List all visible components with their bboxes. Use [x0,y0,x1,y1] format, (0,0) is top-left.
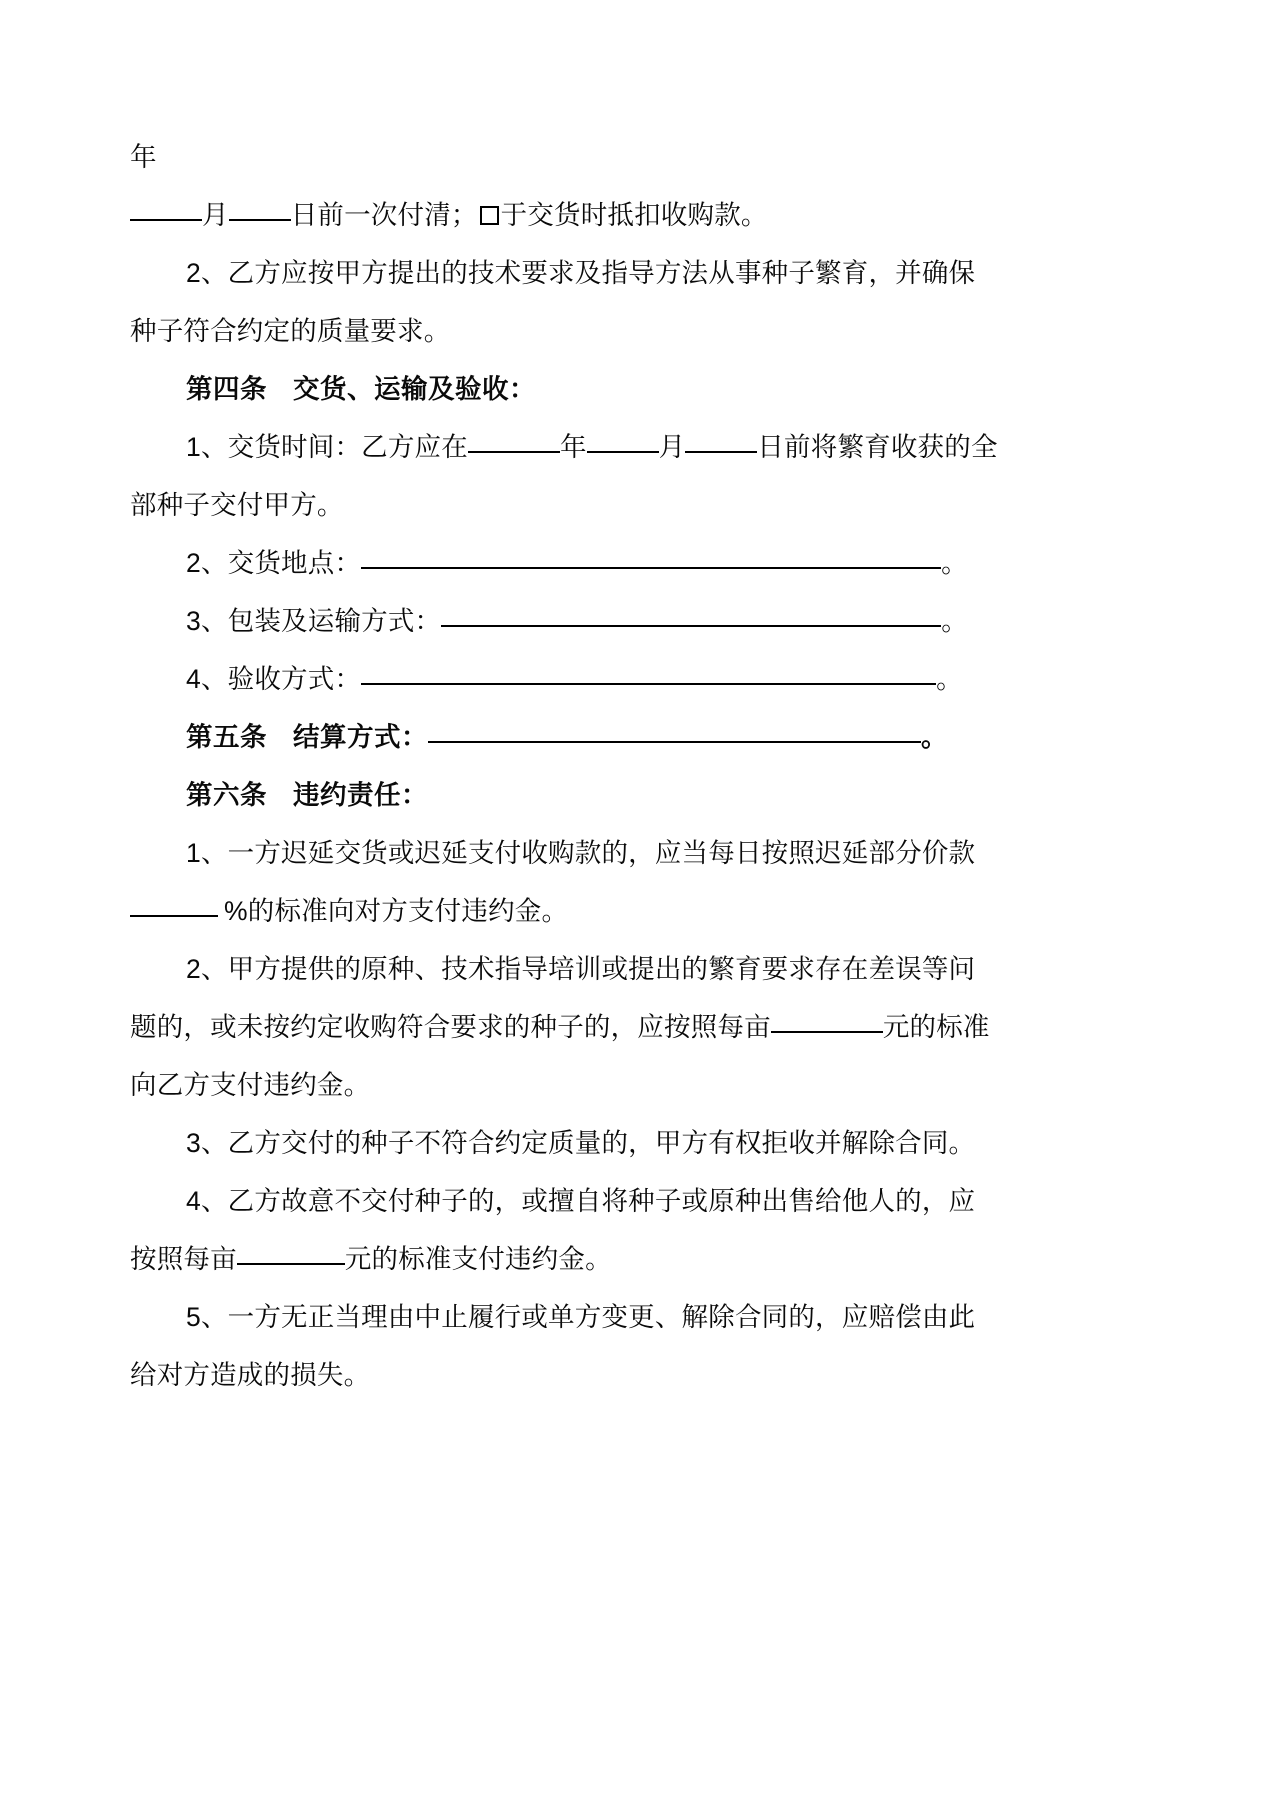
delivery-day-label: 日前将繁育收获的全 [757,432,998,462]
article-6-item3-line1: 3、乙方交付的种子不符合约定质量的，甲方有权拒收并解除合同。 [186,1128,976,1158]
delivery-month-blank[interactable] [587,429,659,453]
payment-day-blank[interactable] [229,197,291,221]
article-6-item5-line2: 给对方造成的损失。 [130,1360,371,1390]
payment-month-blank[interactable] [130,197,202,221]
packaging-transport-blank[interactable] [441,603,941,627]
delivery-day-blank[interactable] [685,429,757,453]
article-4-item4-line [130,650,980,708]
article-4-item1-line1 [130,418,998,476]
delivery-location-blank[interactable] [361,545,941,569]
payment-day-label: 日前一次付清； [290,200,478,230]
acceptance-method-blank[interactable] [361,661,936,685]
article-4-item2-tail: 。 [941,548,968,578]
article-6-item5-line1: 5、一方无正当理由中止履行或单方变更、解除合同的，应赔偿由此 [186,1302,976,1332]
article-6-item2-line2-prefix: 题的，或未按约定收购符合要求的种子的，应按照每亩 [130,1012,771,1042]
clause3-item2-line1: 2、乙方应按甲方提出的技术要求及指导方法从事种子繁育，并确保 [186,258,976,288]
year-fragment-line [130,128,980,186]
article-4-item1-line2: 部种子交付甲方。 [130,490,344,520]
article-6-item1-line1: 1、一方迟延交货或迟延支付收购款的，应当每日按照迟延部分价款 [186,838,976,868]
delivery-month-label: 月 [658,432,686,462]
article-4-item4-label: 4、验收方式： [186,664,362,694]
article-4-number: 第四条 [186,374,267,404]
checkbox-icon[interactable] [480,206,499,225]
article-4-item3-tail: 。 [941,606,968,636]
article-6-heading [130,766,980,824]
article-6-item2-line2-suffix: 元的标准 [882,1012,990,1042]
article-6-number: 第六条 [186,780,267,810]
article-4-heading [130,360,980,418]
article-4-item2-line [130,534,980,592]
payment-month-label: 月 [202,200,229,230]
article-6-item1-line2-suffix: %的标准向对方支付违约金。 [224,896,569,926]
article-6-item4-line2-suffix: 元的标准支付违约金。 [344,1244,612,1274]
article-6-title: 违约责任： [293,780,428,810]
article-4-item4-tail: 。 [936,664,963,694]
article-6-item4-line2 [130,1230,980,1288]
article-5-title: 结算方式： [293,722,428,752]
article-5-heading [130,708,980,766]
article-6-item2-line1: 2、甲方提供的原种、技术指导培训或提出的繁育要求存在差误等问 [186,954,976,984]
article-4-title: 交货、运输及验收： [293,374,536,404]
delivery-year-label: 年 [559,432,587,462]
document-body [130,128,998,1404]
article-4-item3-label: 3、包装及运输方式： [186,606,442,636]
article-6-item2-line3: 向乙方支付违约金。 [130,1070,371,1100]
penalty-percent-blank[interactable] [130,893,218,917]
article-6-item2-line2 [130,998,990,1056]
article-5-number: 第五条 [186,722,267,752]
article-4-item1-prefix: 1、交货时间：乙方应在 [186,432,468,462]
settlement-method-blank[interactable] [428,719,921,743]
article-5-tail: 。 [921,722,948,752]
payment-terms-line [130,186,980,244]
article-6-item4-line2-prefix: 按照每亩 [130,1244,237,1274]
year-fragment-text: 年 [130,142,157,172]
article-6-item4-line1: 4、乙方故意不交付种子的，或擅自将种子或原种出售给他人的，应 [186,1186,976,1216]
penalty-per-mu-blank-2[interactable] [237,1241,345,1265]
delivery-year-blank[interactable] [468,429,560,453]
penalty-per-mu-blank[interactable] [771,1009,883,1033]
payment-deduct-option-label: 于交货时抵扣收购款。 [500,200,768,230]
article-6-item1-line2 [130,882,980,940]
article-4-item3-line [130,592,980,650]
clause3-item2-line2: 种子符合约定的质量要求。 [130,316,451,346]
article-4-item2-label: 2、交货地点： [186,548,362,578]
